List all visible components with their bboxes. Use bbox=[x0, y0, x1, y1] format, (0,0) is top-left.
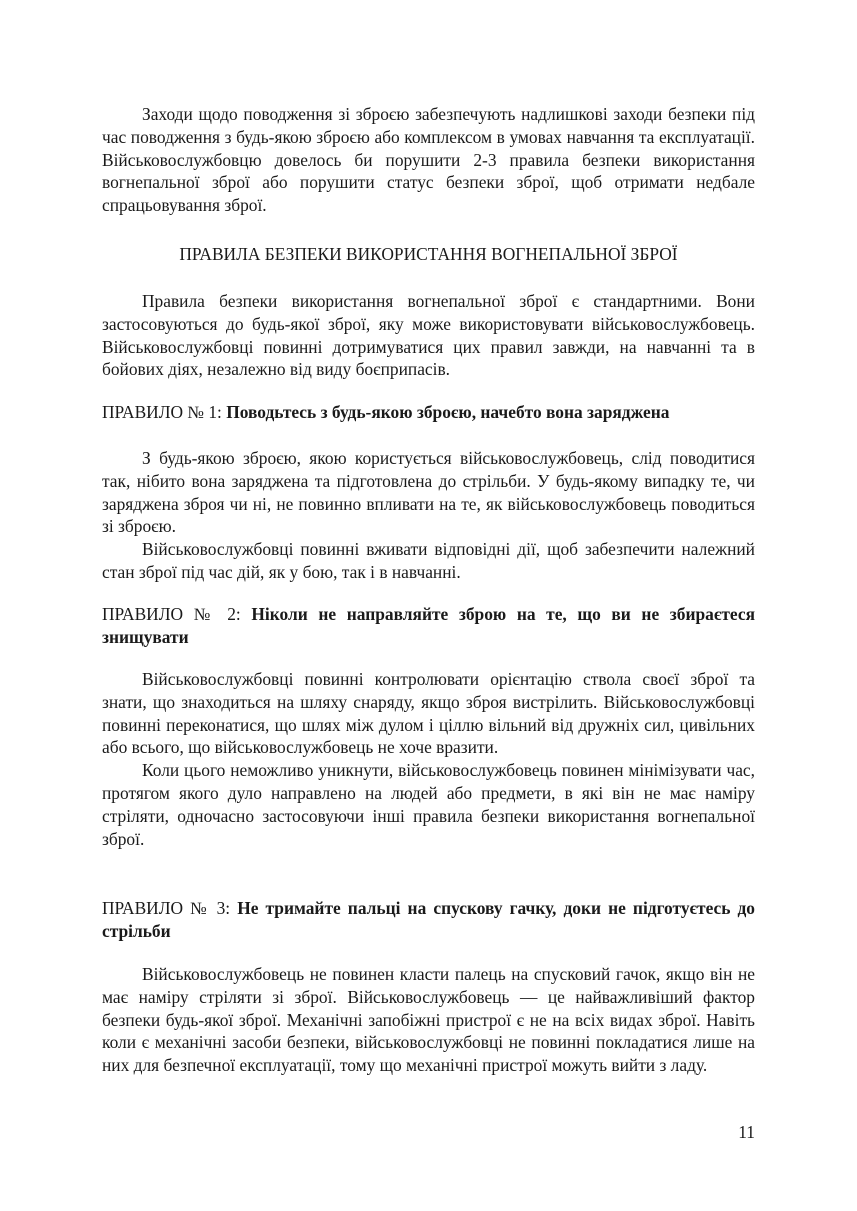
rule-1-paragraph-1: З будь-якою зброєю, якою користується військовослужбовець, слід поводитися так, нібито вона заряджена та підготовлена до стрільби. У будь-якому випадку те, чи заряджена зброя чи ні, не повинно впливати на те, як військовослужбовець поводиться зі зброєю. bbox=[102, 448, 755, 537]
rule-1-paragraph-2: Військовослужбовці повинні вживати відповідні дії, щоб забезпечити належний стан зброї під час дій, як у бою, так і в навчанні. bbox=[102, 539, 755, 582]
rule-3-title: Не тримайте пальці на спускову гачку, доки не підготуєтесь до стрільби bbox=[102, 898, 756, 941]
section-paragraph: Правила безпеки використання вогнепальної зброї є стандартними. Вони застосовуються до будь-якої зброї, яку може використовувати військовослужбовець. Військовослужбовці повинні дотримуватися цих правил завжди, на навчанні та в бойових діях, незалежно від виду боєприпасів. bbox=[102, 291, 755, 380]
section-title: ПРАВИЛА БЕЗПЕКИ ВИКОРИСТАННЯ ВОГНЕПАЛЬНОЇ ЗБРОЇ bbox=[179, 244, 678, 264]
rule-2-paragraph-2: Коли цього неможливо уникнути, військовослужбовець повинен мінімізувати час, протягом якого дуло направлено на людей або предмети, в які він не має наміру стріляти, одночасно застосовуючи інші правила безпеки використання вогнепальної зброї. bbox=[102, 760, 755, 849]
rule-2-heading bbox=[102, 603, 755, 649]
rule-3-paragraph-1: Військовослужбовець не повинен класти палець на спусковий гачок, якщо він не має наміру стріляти зі зброї. Військовослужбовець — це найважливіший фактор безпеки будь-якої зброї. Механічні запобіжні пристрої є не на всіх видах зброї. Навіть коли є механічні засоби безпеки, військовослужбовці не повинні покладатися лише на них для безпечної експлуатації, тому що механічні пристрої можуть вийти з ладу. bbox=[102, 964, 755, 1076]
rule-2-prefix: ПРАВИЛО № 2: bbox=[102, 604, 252, 624]
rule-2-title: Ніколи не направляйте зброю на те, що ви не збираєтеся знищувати bbox=[102, 604, 755, 647]
rule-3-prefix: ПРАВИЛО № 3: bbox=[102, 898, 238, 918]
rule-1-prefix: ПРАВИЛО № 1: bbox=[102, 402, 227, 422]
intro-section bbox=[102, 103, 755, 217]
intro-paragraph: Заходи щодо поводження зі зброєю забезпечують надлишкові заходи безпеки під час поводження з будь-якою зброєю або комплексом в умовах навчання та експлуатації. Військовослужбовцю довелось би порушити 2-3 правила безпеки використання вогнепальної зброї або порушити статус безпеки зброї, щоб отримати недбале спрацьовування зброї. bbox=[102, 104, 755, 216]
rule-1-heading bbox=[102, 401, 755, 424]
rule-1-body bbox=[102, 447, 755, 584]
rule-1-title: Поводьтесь з будь-якою зброєю, начебто вона заряджена bbox=[226, 402, 670, 422]
rule-3-heading bbox=[102, 897, 755, 943]
rule-3-body bbox=[102, 963, 755, 1077]
page-number: 11 bbox=[738, 1122, 755, 1142]
rule-2-paragraph-1: Військовослужбовці повинні контролювати орієнтацію ствола своєї зброї та знати, що знаходиться на шляху снаряду, якщо зброя вистрілить. Військовослужбовці повинні переконатися, що шлях між дулом і ціллю вільний від дружніх сил, цивільних або всього, що військовослужбовець не хоче вразити. bbox=[102, 669, 755, 758]
rule-2-body bbox=[102, 668, 755, 850]
section-intro bbox=[102, 290, 755, 381]
safety-rules-heading-block bbox=[102, 243, 755, 266]
